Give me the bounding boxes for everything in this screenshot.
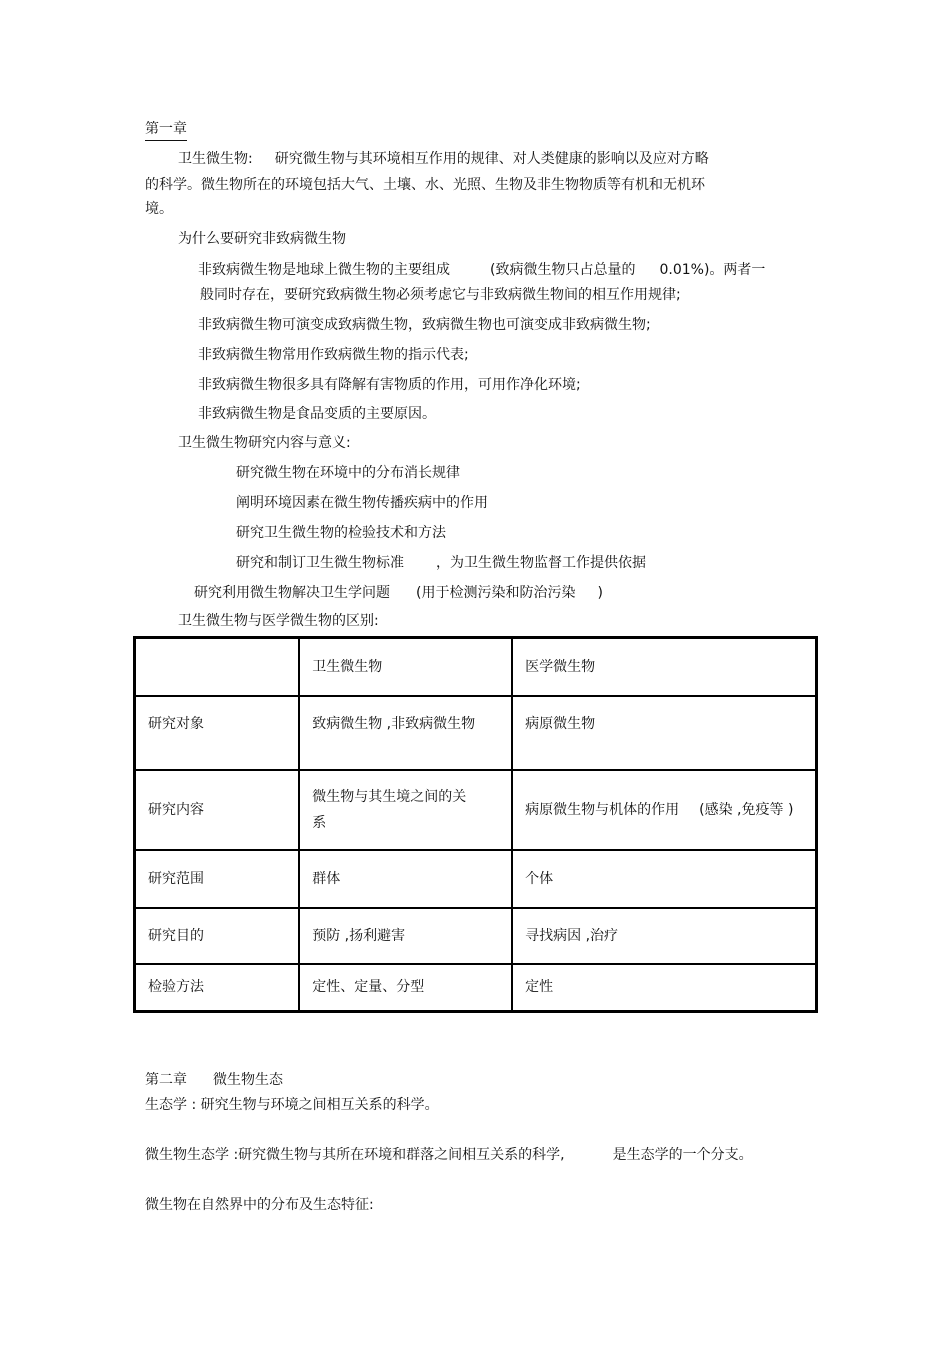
content-item-3: 研究卫生微生物的检验技术和方法 <box>236 525 446 541</box>
why-item-1-a: 非致病微生物是地球上微生物的主要组成 <box>198 262 450 278</box>
definition-line-1 <box>178 150 709 168</box>
why-item-5: 非致病微生物是食品变质的主要原因。 <box>198 406 436 422</box>
content-item-4 <box>236 554 646 572</box>
content-item-2: 阐明环境因素在微生物传播疾病中的作用 <box>236 495 488 511</box>
table-cell: 寻找病因 ,治疗 <box>512 908 816 964</box>
table-header-cell-hygiene: 卫生微生物 <box>299 638 512 696</box>
table-row-label: 研究范围 <box>135 850 300 908</box>
why-heading: 为什么要研究非致病微生物 <box>178 231 346 247</box>
table-cell: 致病微生物 ,非致病微生物 <box>299 696 512 770</box>
table-cell-line: 微生物与其生境之间的关 <box>312 788 467 805</box>
why-item-3: 非致病微生物常用作致病微生物的指示代表; <box>198 347 469 363</box>
why-item-2: 非致病微生物可演变成致病微生物，致病微生物也可演变成非致病微生物; <box>198 317 651 333</box>
ecology-definition: 生态学 : 研究生物与环境之间相互关系的科学。 <box>145 1097 439 1113</box>
table-cell: 定性 <box>512 964 816 1012</box>
table-row-label: 检验方法 <box>135 964 300 1012</box>
table-cell-line: 系 <box>312 814 327 831</box>
micro-ecology-a: 微生物生态学 :研究微生物与其所在环境和群落之间相互关系的科学, <box>145 1147 565 1163</box>
content-item-5 <box>194 584 603 602</box>
content-item-4-b: ，为卫生微生物监督工作提供依据 <box>436 555 646 571</box>
content-item-5-c: ) <box>597 585 603 601</box>
table-row-label: 研究内容 <box>135 770 300 850</box>
chapter2-title-name: 微生物生态 <box>213 1072 283 1088</box>
content-item-1: 研究微生物在环境中的分布消长规律 <box>236 465 460 481</box>
table-row <box>135 696 817 770</box>
table-row <box>135 850 817 908</box>
why-item-1-c: 0.01%)。两者一 <box>659 262 766 278</box>
content-item-5-b: (用于检测污染和防治污染 <box>416 585 576 601</box>
content-heading: 卫生微生物研究内容与意义: <box>178 435 351 451</box>
micro-ecology-b: 是生态学的一个分支。 <box>612 1147 753 1163</box>
table-row-label: 研究目的 <box>135 908 300 964</box>
table-cell <box>299 770 512 850</box>
chapter2-title <box>145 1071 283 1089</box>
table-row <box>135 770 817 850</box>
content-item-5-a: 研究利用微生物解决卫生学问题 <box>194 585 390 601</box>
why-item-1 <box>198 261 765 279</box>
table-cell <box>512 770 816 850</box>
distribution-heading: 微生物在自然界中的分布及生态特征: <box>145 1197 374 1213</box>
diff-heading: 卫生微生物与医学微生物的区别: <box>178 613 379 629</box>
definition-line-2: 的科学。微生物所在的环境包括大气、土壤、水、光照、生物及非生物物质等有机和无机环 <box>145 177 705 193</box>
table-row <box>135 908 817 964</box>
why-item-4: 非致病微生物很多具有降解有害物质的作用，可用作净化环境; <box>198 377 581 393</box>
content-item-4-a: 研究和制订卫生微生物标准 <box>236 555 404 571</box>
table-header-row <box>135 638 817 696</box>
definition-line-3: 境。 <box>145 201 173 217</box>
definition-term: 卫生微生物: <box>178 151 253 167</box>
table-cell: 预防 ,扬利避害 <box>299 908 512 964</box>
table-header-cell-medical: 医学微生物 <box>512 638 816 696</box>
chapter1-title: 第一章 <box>145 120 187 141</box>
table-cell: 个体 <box>512 850 816 908</box>
table-row <box>135 964 817 1012</box>
table-cell-text: (感染 ,免疫等 ) <box>699 801 794 818</box>
why-item-1-cont: 般同时存在，要研究致病微生物必须考虑它与非致病微生物间的相互作用规律; <box>200 287 681 303</box>
table-cell: 病原微生物 <box>512 696 816 770</box>
chapter2-title-number: 第二章 <box>145 1072 187 1088</box>
table-cell: 群体 <box>299 850 512 908</box>
definition-text-1: 研究微生物与其环境相互作用的规律、对人类健康的影响以及应对方略 <box>274 151 709 167</box>
micro-ecology-definition <box>145 1146 753 1164</box>
table-cell-text: 病原微生物与机体的作用 <box>525 801 680 818</box>
comparison-table <box>133 636 818 1013</box>
table-header-cell-empty <box>135 638 300 696</box>
why-item-1-b: (致病微生物只占总量的 <box>490 262 636 278</box>
table-cell: 定性、定量、分型 <box>299 964 512 1012</box>
table-row-label: 研究对象 <box>135 696 300 770</box>
